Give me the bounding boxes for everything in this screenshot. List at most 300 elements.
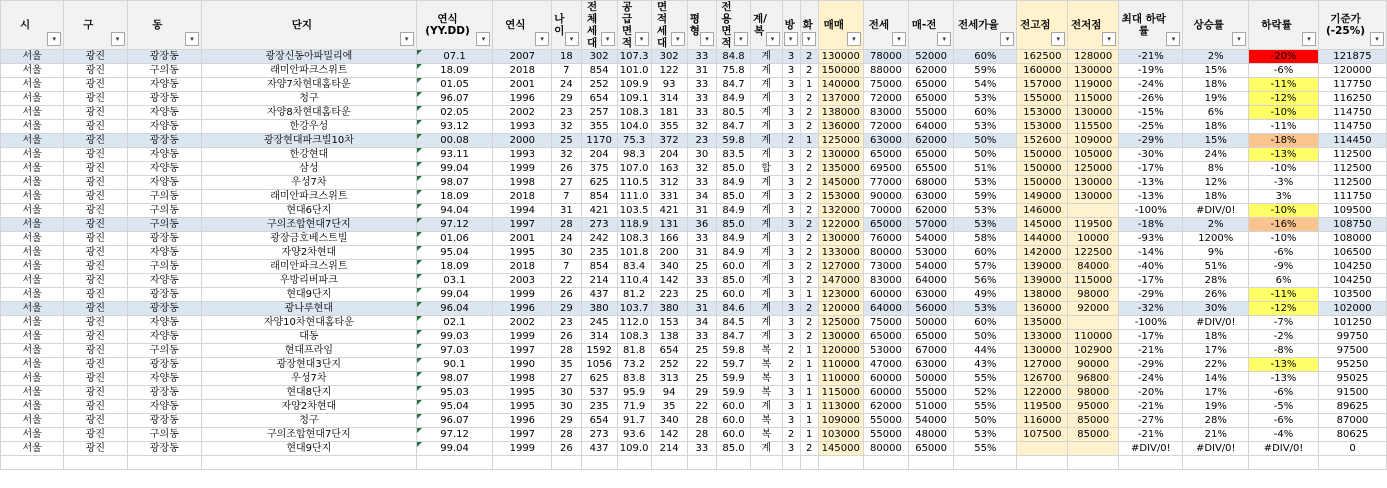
cell[interactable]: 59.9 [717, 372, 751, 386]
cell[interactable]: 68000 [909, 176, 954, 190]
cell[interactable] [1017, 442, 1068, 456]
column-header[interactable] [64, 1, 127, 50]
cell[interactable]: -26% [1119, 92, 1183, 106]
cell[interactable]: 3 [782, 162, 800, 176]
filter-dropdown-icon[interactable]: ▾ [847, 32, 861, 46]
cell[interactable]: 청구 [202, 92, 417, 106]
cell[interactable]: 89625 [1319, 400, 1387, 414]
cell[interactable]: 1994 [493, 204, 552, 218]
cell[interactable]: 33 [687, 232, 716, 246]
cell[interactable]: 85000 [1068, 414, 1119, 428]
cell[interactable]: 22 [687, 400, 716, 414]
cell[interactable]: 537 [581, 386, 617, 400]
cell[interactable]: 1 [800, 288, 818, 302]
cell[interactable]: 3 [782, 302, 800, 316]
cell[interactable]: 31 [687, 302, 716, 316]
cell[interactable]: 24% [1183, 148, 1249, 162]
cell[interactable]: -100% [1119, 204, 1183, 218]
cell[interactable]: -25% [1119, 120, 1183, 134]
cell[interactable]: 현대프라임 [202, 344, 417, 358]
cell[interactable]: 27 [552, 176, 581, 190]
cell[interactable]: 120000 [818, 302, 863, 316]
cell[interactable]: 래미안파크스위트 [202, 260, 417, 274]
cell[interactable]: 115000 [1068, 274, 1119, 288]
cell[interactable]: 59.9 [717, 386, 751, 400]
cell[interactable]: 65000 [909, 148, 954, 162]
cell[interactable]: 28 [552, 344, 581, 358]
cell[interactable]: 101250 [1319, 316, 1387, 330]
cell[interactable]: 구의동 [127, 190, 202, 204]
cell[interactable]: 98.07 [416, 176, 493, 190]
cell[interactable]: 3 [782, 246, 800, 260]
column-header[interactable] [717, 1, 751, 50]
cell[interactable]: 122000 [1017, 386, 1068, 400]
cell[interactable]: 1996 [493, 414, 552, 428]
cell[interactable]: 60% [954, 246, 1017, 260]
cell[interactable]: 31 [687, 246, 716, 260]
cell[interactable]: 99.03 [416, 330, 493, 344]
cell[interactable]: 133000 [1017, 330, 1068, 344]
cell[interactable]: 51% [954, 162, 1017, 176]
cell[interactable]: 80.5 [717, 106, 751, 120]
filter-dropdown-icon[interactable]: ▾ [635, 32, 649, 46]
cell[interactable]: 계 [750, 330, 782, 344]
cell[interactable]: 142000 [1017, 246, 1068, 260]
cell[interactable]: 65000 [909, 78, 954, 92]
cell[interactable]: 서울 [1, 288, 64, 302]
cell[interactable]: 55% [954, 400, 1017, 414]
cell[interactable]: 자양동 [127, 106, 202, 120]
cell[interactable]: -10% [1249, 232, 1319, 246]
empty-cell[interactable] [416, 456, 493, 470]
cell[interactable]: -17% [1119, 330, 1183, 344]
cell[interactable]: 2 [800, 204, 818, 218]
cell[interactable] [1068, 316, 1119, 330]
cell[interactable]: 3% [1249, 190, 1319, 204]
cell[interactable]: 65000 [863, 218, 908, 232]
cell[interactable]: 107.0 [617, 162, 651, 176]
filter-dropdown-icon[interactable]: ▾ [734, 32, 748, 46]
cell[interactable]: 60.0 [717, 428, 751, 442]
cell[interactable]: 56000 [909, 302, 954, 316]
cell[interactable]: 93.6 [617, 428, 651, 442]
cell[interactable]: 3 [782, 120, 800, 134]
cell[interactable]: #DIV/0! [1183, 316, 1249, 330]
empty-cell[interactable] [954, 456, 1017, 470]
cell[interactable]: 광진 [64, 302, 127, 316]
cell[interactable]: 1 [800, 372, 818, 386]
cell[interactable]: 광장동 [127, 386, 202, 400]
cell[interactable]: 43% [954, 358, 1017, 372]
empty-cell[interactable] [687, 456, 716, 470]
cell[interactable]: 광장동 [127, 232, 202, 246]
filter-dropdown-icon[interactable]: ▾ [111, 32, 125, 46]
cell[interactable]: 서울 [1, 316, 64, 330]
cell[interactable]: 계 [750, 218, 782, 232]
cell[interactable]: 1 [800, 386, 818, 400]
cell[interactable]: 32 [552, 120, 581, 134]
cell[interactable]: 2 [800, 274, 818, 288]
cell[interactable]: 110000 [818, 358, 863, 372]
cell[interactable]: 33 [687, 274, 716, 288]
cell[interactable]: 33 [687, 330, 716, 344]
cell[interactable]: 1996 [493, 302, 552, 316]
cell[interactable]: 83000 [863, 106, 908, 120]
cell[interactable]: 83.5 [717, 148, 751, 162]
cell[interactable]: -10% [1249, 204, 1319, 218]
cell[interactable]: 28% [1183, 274, 1249, 288]
column-header[interactable] [1183, 1, 1249, 50]
cell[interactable]: 광진 [64, 162, 127, 176]
cell[interactable]: 우방리버파크 [202, 274, 417, 288]
cell[interactable]: 광장동 [127, 414, 202, 428]
cell[interactable]: -93% [1119, 232, 1183, 246]
cell[interactable]: 85.0 [717, 218, 751, 232]
cell[interactable]: 25 [687, 260, 716, 274]
cell[interactable]: 84.7 [717, 330, 751, 344]
cell[interactable]: 29 [552, 414, 581, 428]
cell[interactable]: 72000 [863, 120, 908, 134]
cell[interactable]: 130000 [1017, 344, 1068, 358]
cell[interactable]: 광진 [64, 134, 127, 148]
cell[interactable]: 60% [954, 50, 1017, 64]
cell[interactable]: 54000 [909, 232, 954, 246]
cell[interactable]: 3 [782, 92, 800, 106]
cell[interactable]: 122500 [1068, 246, 1119, 260]
cell[interactable]: 625 [581, 372, 617, 386]
cell[interactable]: 106500 [1319, 246, 1387, 260]
cell[interactable]: 계 [750, 246, 782, 260]
cell[interactable]: 119000 [1068, 78, 1119, 92]
column-header[interactable] [416, 1, 493, 50]
cell[interactable]: 150000 [1017, 176, 1068, 190]
cell[interactable]: 2 [782, 134, 800, 148]
filter-dropdown-icon[interactable]: ▾ [565, 32, 579, 46]
filter-dropdown-icon[interactable]: ▾ [700, 32, 714, 46]
cell[interactable]: 광장현대파크빌10차 [202, 134, 417, 148]
cell[interactable]: 421 [651, 204, 687, 218]
column-header[interactable] [552, 1, 581, 50]
cell[interactable]: 자양동 [127, 274, 202, 288]
cell[interactable]: 84.7 [717, 120, 751, 134]
cell[interactable]: 우성7차 [202, 372, 417, 386]
cell[interactable]: 광진 [64, 330, 127, 344]
cell[interactable]: 60000 [863, 386, 908, 400]
empty-cell[interactable] [617, 456, 651, 470]
cell[interactable]: 1999 [493, 288, 552, 302]
cell[interactable]: 150000 [818, 64, 863, 78]
cell[interactable]: 136000 [818, 120, 863, 134]
cell[interactable]: 110000 [1068, 330, 1119, 344]
cell[interactable]: 314 [581, 330, 617, 344]
cell[interactable]: -12% [1249, 302, 1319, 316]
cell[interactable]: 구의조합현대7단지 [202, 428, 417, 442]
cell[interactable]: 2 [800, 218, 818, 232]
cell[interactable]: 1 [800, 134, 818, 148]
cell[interactable]: 복 [750, 358, 782, 372]
cell[interactable]: 3 [782, 386, 800, 400]
cell[interactable]: 2 [800, 64, 818, 78]
cell[interactable]: 50% [954, 414, 1017, 428]
cell[interactable]: 0 [1319, 442, 1387, 456]
column-header[interactable] [863, 1, 908, 50]
cell[interactable]: 53% [954, 302, 1017, 316]
cell[interactable]: 2% [1183, 218, 1249, 232]
cell[interactable]: 3 [782, 148, 800, 162]
cell[interactable]: 51000 [909, 400, 954, 414]
cell[interactable]: 1995 [493, 400, 552, 414]
cell[interactable]: 서울 [1, 50, 64, 64]
cell[interactable]: #DIV/0! [1119, 442, 1183, 456]
column-header[interactable] [750, 1, 782, 50]
cell[interactable]: 1996 [493, 92, 552, 106]
cell[interactable]: 광진 [64, 344, 127, 358]
cell[interactable]: 130000 [818, 330, 863, 344]
cell[interactable]: -20% [1119, 386, 1183, 400]
cell[interactable]: 2 [800, 148, 818, 162]
cell[interactable]: 7 [552, 64, 581, 78]
cell[interactable]: 126700 [1017, 372, 1068, 386]
cell[interactable]: -13% [1119, 176, 1183, 190]
cell[interactable]: 1997 [493, 428, 552, 442]
cell[interactable]: 62000 [909, 134, 954, 148]
cell[interactable]: 93.12 [416, 120, 493, 134]
cell[interactable]: 1997 [493, 218, 552, 232]
cell[interactable]: 33 [687, 50, 716, 64]
cell[interactable]: 한강현대 [202, 148, 417, 162]
cell[interactable]: -4% [1249, 428, 1319, 442]
cell[interactable]: 광진 [64, 64, 127, 78]
cell[interactable]: 계 [750, 148, 782, 162]
cell[interactable]: 204 [581, 148, 617, 162]
cell[interactable]: 계 [750, 232, 782, 246]
cell[interactable]: 121875 [1319, 50, 1387, 64]
column-header[interactable] [800, 1, 818, 50]
cell[interactable]: 142 [651, 428, 687, 442]
cell[interactable]: 60.0 [717, 260, 751, 274]
cell[interactable]: 235 [581, 246, 617, 260]
empty-cell[interactable] [909, 456, 954, 470]
cell[interactable]: 125000 [1068, 162, 1119, 176]
cell[interactable]: 65000 [863, 330, 908, 344]
cell[interactable]: 69500 [863, 162, 908, 176]
cell[interactable]: #DIV/0! [1249, 442, 1319, 456]
cell[interactable]: 3 [782, 190, 800, 204]
cell[interactable]: 50% [954, 134, 1017, 148]
cell[interactable]: 157000 [1017, 78, 1068, 92]
cell[interactable]: 80625 [1319, 428, 1387, 442]
cell[interactable]: 14% [1183, 372, 1249, 386]
cell[interactable]: 33 [687, 106, 716, 120]
cell[interactable]: 22% [1183, 358, 1249, 372]
cell[interactable]: 112.0 [617, 316, 651, 330]
column-header[interactable] [651, 1, 687, 50]
cell[interactable]: 광나루현대 [202, 302, 417, 316]
cell[interactable]: 105000 [1068, 148, 1119, 162]
cell[interactable]: 광진 [64, 176, 127, 190]
cell[interactable]: 53% [954, 120, 1017, 134]
filter-dropdown-icon[interactable]: ▾ [802, 32, 816, 46]
cell[interactable]: 2% [1183, 50, 1249, 64]
filter-dropdown-icon[interactable]: ▾ [1370, 32, 1384, 46]
cell[interactable]: 83.4 [617, 260, 651, 274]
cell[interactable]: 242 [581, 232, 617, 246]
cell[interactable]: 50000 [909, 316, 954, 330]
cell[interactable]: -19% [1119, 64, 1183, 78]
cell[interactable]: 2 [800, 246, 818, 260]
cell[interactable]: 63000 [909, 358, 954, 372]
cell[interactable]: 7 [552, 190, 581, 204]
empty-cell[interactable] [863, 456, 908, 470]
column-header[interactable] [127, 1, 202, 50]
cell[interactable]: 자양동 [127, 330, 202, 344]
cell[interactable]: 98000 [1068, 288, 1119, 302]
cell[interactable]: 1990 [493, 358, 552, 372]
cell[interactable]: 130000 [818, 232, 863, 246]
cell[interactable]: 119500 [1068, 218, 1119, 232]
cell[interactable]: 광장동 [127, 442, 202, 456]
cell[interactable]: 26% [1183, 288, 1249, 302]
filter-dropdown-icon[interactable]: ▾ [476, 32, 490, 46]
cell[interactable]: 145000 [1017, 218, 1068, 232]
cell[interactable]: -8% [1249, 344, 1319, 358]
cell[interactable]: 우성7차 [202, 176, 417, 190]
cell[interactable]: 광진 [64, 148, 127, 162]
cell[interactable]: 광장동 [127, 358, 202, 372]
cell[interactable]: 구의조합현대7단지 [202, 218, 417, 232]
cell[interactable]: 70000 [863, 204, 908, 218]
cell[interactable]: 59% [954, 190, 1017, 204]
filter-dropdown-icon[interactable]: ▾ [400, 32, 414, 46]
cell[interactable]: 서울 [1, 204, 64, 218]
cell[interactable]: 34 [687, 190, 716, 204]
cell[interactable]: 73000 [863, 260, 908, 274]
filter-dropdown-icon[interactable]: ▾ [47, 32, 61, 46]
cell[interactable]: 복 [750, 428, 782, 442]
cell[interactable]: 83.8 [617, 372, 651, 386]
cell[interactable]: 146000 [1017, 204, 1068, 218]
cell[interactable]: 119500 [1017, 400, 1068, 414]
cell[interactable]: 서울 [1, 148, 64, 162]
cell[interactable]: 76000 [863, 232, 908, 246]
cell[interactable]: 78000 [863, 50, 908, 64]
cell[interactable]: 26 [552, 330, 581, 344]
cell[interactable]: 245 [581, 316, 617, 330]
cell[interactable]: -16% [1249, 218, 1319, 232]
cell[interactable]: 223 [651, 288, 687, 302]
cell[interactable]: -11% [1249, 78, 1319, 92]
cell[interactable]: 110000 [818, 372, 863, 386]
cell[interactable]: 63000 [909, 288, 954, 302]
cell[interactable]: -21% [1119, 344, 1183, 358]
cell[interactable]: -13% [1249, 148, 1319, 162]
cell[interactable]: -24% [1119, 372, 1183, 386]
cell[interactable]: 91.7 [617, 414, 651, 428]
cell[interactable]: 계 [750, 176, 782, 190]
cell[interactable]: 2002 [493, 316, 552, 330]
cell[interactable]: 1995 [493, 386, 552, 400]
cell[interactable]: 3 [782, 316, 800, 330]
cell[interactable]: 108000 [1319, 232, 1387, 246]
cell[interactable]: 50000 [909, 372, 954, 386]
cell[interactable]: 9% [1183, 246, 1249, 260]
column-header[interactable] [1017, 1, 1068, 50]
cell[interactable]: 257 [581, 106, 617, 120]
filter-dropdown-icon[interactable]: ▾ [1102, 32, 1116, 46]
cell[interactable]: 계 [750, 92, 782, 106]
cell[interactable]: 62000 [863, 400, 908, 414]
cell[interactable]: 94.04 [416, 204, 493, 218]
cell[interactable]: 144000 [1017, 232, 1068, 246]
cell[interactable]: 28 [687, 414, 716, 428]
cell[interactable]: 114750 [1319, 106, 1387, 120]
cell[interactable]: 서울 [1, 442, 64, 456]
cell[interactable]: 서울 [1, 232, 64, 246]
column-header[interactable] [909, 1, 954, 50]
cell[interactable]: 28 [552, 218, 581, 232]
cell[interactable]: 55000 [863, 428, 908, 442]
cell[interactable]: 2018 [493, 190, 552, 204]
cell[interactable]: 312 [651, 176, 687, 190]
cell[interactable]: 98000 [1068, 386, 1119, 400]
cell[interactable]: 2 [800, 120, 818, 134]
cell[interactable]: 102000 [1319, 302, 1387, 316]
filter-dropdown-icon[interactable]: ▾ [535, 32, 549, 46]
cell[interactable]: 214 [651, 442, 687, 456]
cell[interactable]: 204 [651, 148, 687, 162]
cell[interactable]: 104.0 [617, 120, 651, 134]
cell[interactable]: 광진 [64, 106, 127, 120]
cell[interactable]: 3 [782, 232, 800, 246]
cell[interactable]: 85000 [1068, 428, 1119, 442]
cell[interactable]: 64000 [909, 120, 954, 134]
empty-cell[interactable] [800, 456, 818, 470]
cell[interactable]: -6% [1249, 64, 1319, 78]
empty-cell[interactable] [1017, 456, 1068, 470]
filter-dropdown-icon[interactable]: ▾ [766, 32, 780, 46]
cell[interactable]: 1997 [493, 344, 552, 358]
cell[interactable]: 109000 [818, 414, 863, 428]
cell[interactable]: 854 [581, 260, 617, 274]
cell[interactable]: 95.9 [617, 386, 651, 400]
cell[interactable]: -24% [1119, 78, 1183, 92]
cell[interactable]: 137000 [818, 92, 863, 106]
cell[interactable]: -29% [1119, 358, 1183, 372]
cell[interactable]: 55000 [909, 106, 954, 120]
cell[interactable]: #DIV/0! [1183, 442, 1249, 456]
cell[interactable]: 145000 [818, 442, 863, 456]
cell[interactable]: 110.4 [617, 274, 651, 288]
cell[interactable]: 구의동 [127, 204, 202, 218]
cell[interactable]: 85.0 [717, 442, 751, 456]
cell[interactable]: 115500 [1068, 120, 1119, 134]
cell[interactable]: 75.3 [617, 134, 651, 148]
cell[interactable]: 자양동 [127, 316, 202, 330]
cell[interactable]: 서울 [1, 246, 64, 260]
cell[interactable]: 47000 [863, 358, 908, 372]
cell[interactable]: 자양동 [127, 372, 202, 386]
cell[interactable]: 32 [687, 162, 716, 176]
cell[interactable]: 313 [651, 372, 687, 386]
cell[interactable]: 130000 [1068, 106, 1119, 120]
cell[interactable]: 109500 [1319, 204, 1387, 218]
cell[interactable]: 625 [581, 176, 617, 190]
cell[interactable]: -17% [1119, 162, 1183, 176]
cell[interactable]: 2 [800, 442, 818, 456]
cell[interactable]: 광장신동아파밀리에 [202, 50, 417, 64]
cell[interactable]: 114750 [1319, 120, 1387, 134]
cell[interactable]: -14% [1119, 246, 1183, 260]
